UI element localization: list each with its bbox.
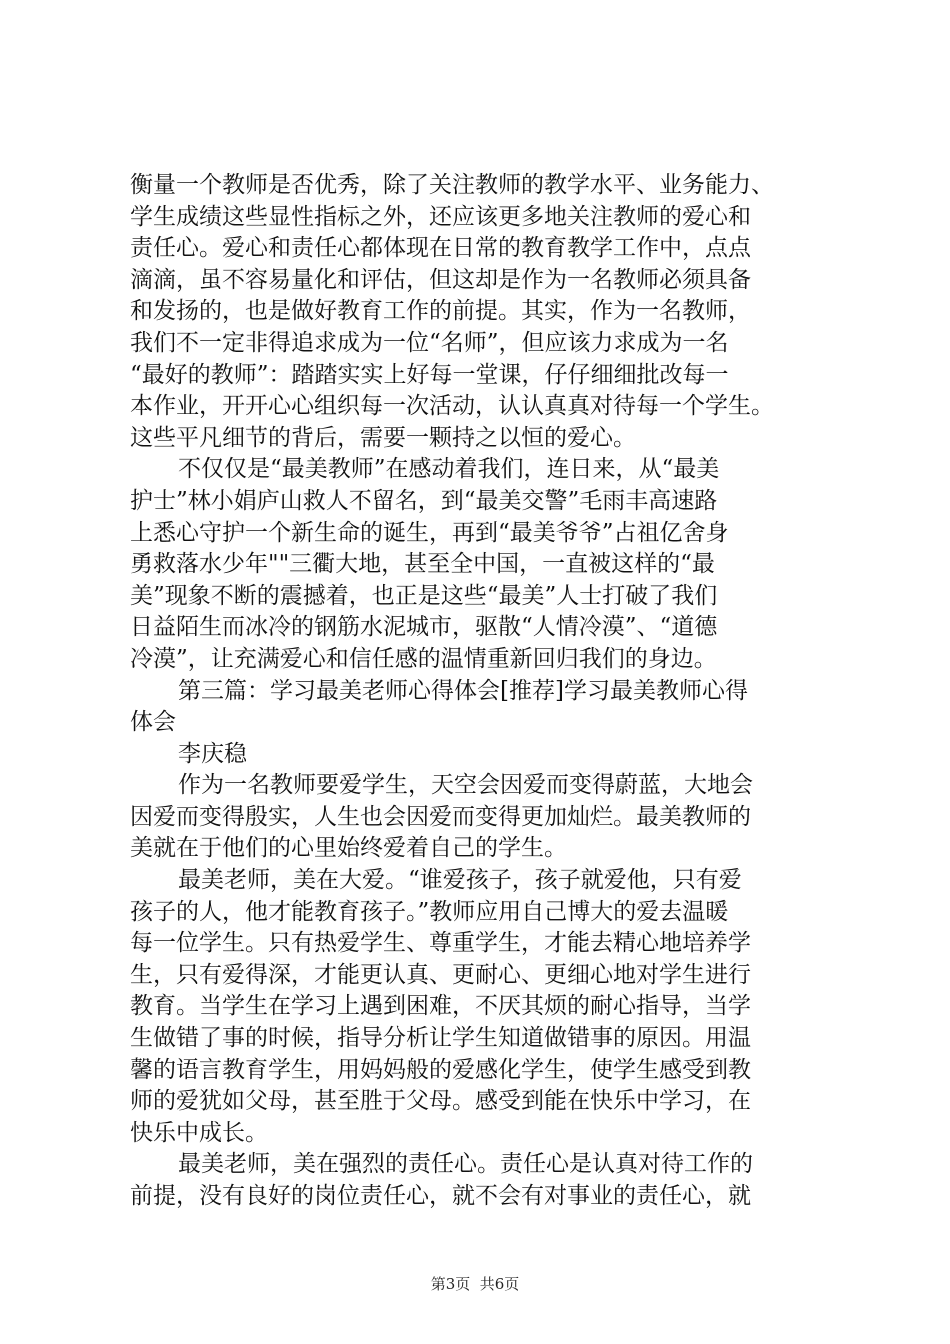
text-line: 学生成绩这些显性指标之外，还应该更多地关注教师的爱心和 bbox=[130, 203, 751, 230]
text-line: 勇救落水少年""三衢大地，甚至全中国，一直被这样的“最 bbox=[130, 551, 715, 578]
page-number: 第3页 共6页 bbox=[430, 1275, 520, 1293]
text-line: 本作业，开开心心组织每一次活动，认认真真对待每一个学生。 bbox=[130, 393, 774, 420]
text-line: 孩子的人，他才能教育孩子。”教师应用自己博大的爱去温暖 bbox=[130, 898, 729, 925]
text-line: 美”现象不断的震撼着，也正是这些“最美”人士打破了我们 bbox=[130, 582, 718, 609]
text-line: 滴滴，虽不容易量化和评估，但这却是作为一名教师必须具备 bbox=[130, 266, 751, 293]
text-line: 日益陌生而冰冷的钢筋水泥城市，驱散“人情冷漠”、“道德 bbox=[130, 614, 718, 641]
text-line: 最美老师，美在大爱。“谁爱孩子，孩子就爱他，只有爱 bbox=[178, 867, 742, 894]
text-line: 和发扬的，也是做好教育工作的前提。其实，作为一名教师， bbox=[130, 298, 751, 325]
text-line: 因爱而变得殷实，人生也会因爱而变得更加灿烂。最美教师的 bbox=[130, 803, 751, 830]
text-line: 快乐中成长。 bbox=[130, 1119, 268, 1146]
text-line: 馨的语言教育学生，用妈妈般的爱感化学生，使学生感受到教 bbox=[130, 1056, 751, 1083]
page-footer bbox=[0, 1274, 950, 1294]
text-line: 上悉心守护一个新生命的诞生，再到“最美爷爷”占祖亿舍身 bbox=[130, 519, 729, 546]
text-line: 李庆稳 bbox=[178, 740, 247, 767]
text-line: 体会 bbox=[130, 709, 176, 736]
text-line: 责任心。爱心和责任心都体现在日常的教育教学工作中，点点 bbox=[130, 235, 751, 262]
text-line: 护士”林小娟庐山救人不留名，到“最美交警”毛雨丰高速路 bbox=[130, 487, 718, 514]
document-body bbox=[130, 170, 830, 1213]
text-line: 前提，没有良好的岗位责任心，就不会有对事业的责任心，就 bbox=[130, 1183, 751, 1209]
text-line: 美就在于他们的心里始终爱着自己的学生。 bbox=[130, 835, 567, 862]
text-line: 第三篇：学习最美老师心得体会[推荐]学习最美教师心得 bbox=[178, 677, 748, 704]
text-line: 生做错了事的时候，指导分析让学生知道做错事的原因。用温 bbox=[130, 1025, 751, 1052]
text-line: “最好的教师”：踏踏实实上好每一堂课，仔仔细细批改每一 bbox=[130, 361, 729, 388]
text-line: 我们不一定非得追求成为一位“名师”，但应该力求成为一名 bbox=[130, 329, 729, 356]
text-line: 每一位学生。只有热爱学生、尊重学生，才能去精心地培养学 bbox=[130, 930, 751, 957]
text-line: 最美老师，美在强烈的责任心。责任心是认真对待工作的 bbox=[178, 1151, 753, 1178]
text-line: 师的爱犹如父母，甚至胜于父母。感受到能在快乐中学习，在 bbox=[130, 1088, 751, 1115]
text-line: 这些平凡细节的背后，需要一颗持之以恒的爱心。 bbox=[130, 424, 636, 451]
text-line: 教育。当学生在学习上遇到困难，不厌其烦的耐心指导，当学 bbox=[130, 993, 751, 1020]
text-line: 不仅仅是“最美教师”在感动着我们，连日来，从“最美 bbox=[178, 456, 720, 483]
text-line: 生，只有爱得深，才能更认真、更耐心、更细心地对学生进行 bbox=[130, 961, 751, 988]
text-line: 衡量一个教师是否优秀，除了关注教师的教学水平、业务能力、 bbox=[130, 172, 774, 198]
text-line: 作为一名教师要爱学生，天空会因爱而变得蔚蓝，大地会 bbox=[178, 772, 753, 799]
text-line: 冷漠”，让充满爱心和信任感的温情重新回归我们的身边。 bbox=[130, 645, 717, 672]
